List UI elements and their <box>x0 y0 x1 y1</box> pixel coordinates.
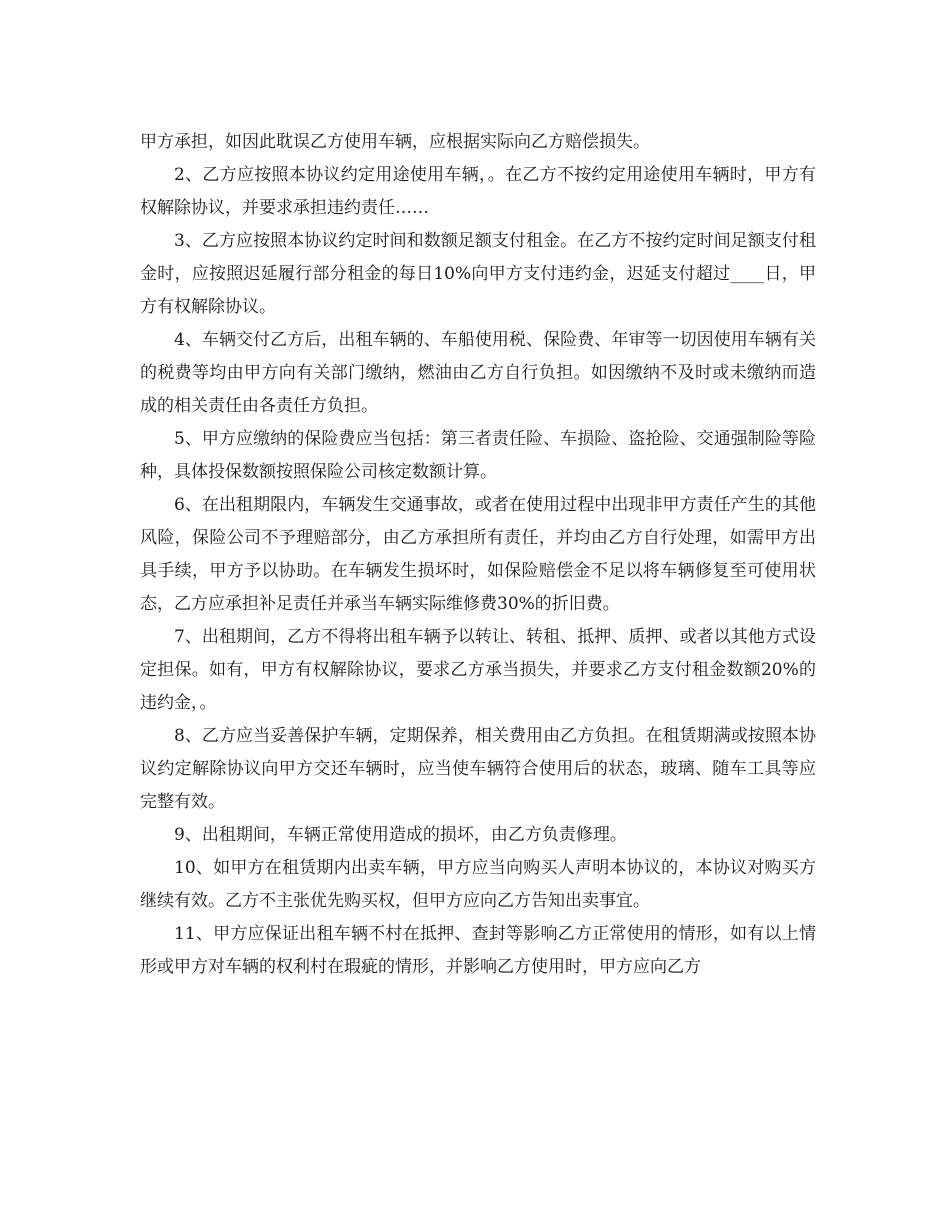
clause-4: 4、车辆交付乙方后，出租车辆的、车船使用税、保险费、年审等一切因使用车辆有关的税费等均由甲方向有关部门缴纳，燃油由乙方自行负担。如因缴纳不及时或未缴纳而造成的相关责任由各责任方负担。 <box>140 330 816 416</box>
clause-5: 5、甲方应缴纳的保险费应当包括：第三者责任险、车损险、盗抢险、交通强制险等险种，具体投保数额按照保险公司核定数额计算。 <box>140 429 816 482</box>
paragraph-continuation: 甲方承担，如因此耽误乙方使用车辆，应根据实际向乙方赔偿损失。 <box>140 132 650 152</box>
clause-7: 7、出租期间，乙方不得将出租车辆予以转让、转租、抵押、质押、或者以其他方式设定担保。如有，甲方有权解除协议，要求乙方承当损失，并要求乙方支付租金数额20%的违约金，。 <box>140 627 816 713</box>
clause-6: 6、在出租期限内，车辆发生交通事故，或者在使用过程中出现非甲方责任产生的其他风险，保险公司不予理赔部分，由乙方承担所有责任，并均由乙方自行处理，如需甲方出具手续，甲方予以协助。在车辆发生损坏时，如保险赔偿金不足以将车辆修复至可使用状态，乙方应承担补足责任并承当车辆实际维修费30%的折旧费。 <box>140 495 816 614</box>
clause-11: 11、甲方应保证出租车辆不村在抵押、查封等影响乙方正常使用的情形，如有以上情形或甲方对车辆的权利村在瑕疵的情形，并影响乙方使用时，甲方应向乙方 <box>140 924 816 977</box>
clause-3: 3、乙方应按照本协议约定时间和数额足额支付租金。在乙方不按约定时间足额支付租金时，应按照迟延履行部分租金的每日10%向甲方支付违约金，迟延支付超过____日，甲方有权解除协议。 <box>140 231 816 317</box>
clause-10: 10、如甲方在租赁期内出卖车辆，甲方应当向购买人声明本协议的，本协议对购买方继续有效。乙方不主张优先购买权，但甲方应向乙方告知出卖事宜。 <box>140 858 816 911</box>
document-body <box>140 126 816 984</box>
clause-8: 8、乙方应当妥善保护车辆，定期保养，相关费用由乙方负担。在租赁期满或按照本协议约定解除协议向甲方交还车辆时，应当使车辆符合使用后的状态，玻璃、随车工具等应完整有效。 <box>140 726 816 812</box>
clause-2: 2、乙方应按照本协议约定用途使用车辆，。在乙方不按约定用途使用车辆时，甲方有权解除协议，并要求承担违约责任…… <box>140 165 816 218</box>
clause-9: 9、出租期间，车辆正常使用造成的损坏，由乙方负责修理。 <box>174 825 627 845</box>
